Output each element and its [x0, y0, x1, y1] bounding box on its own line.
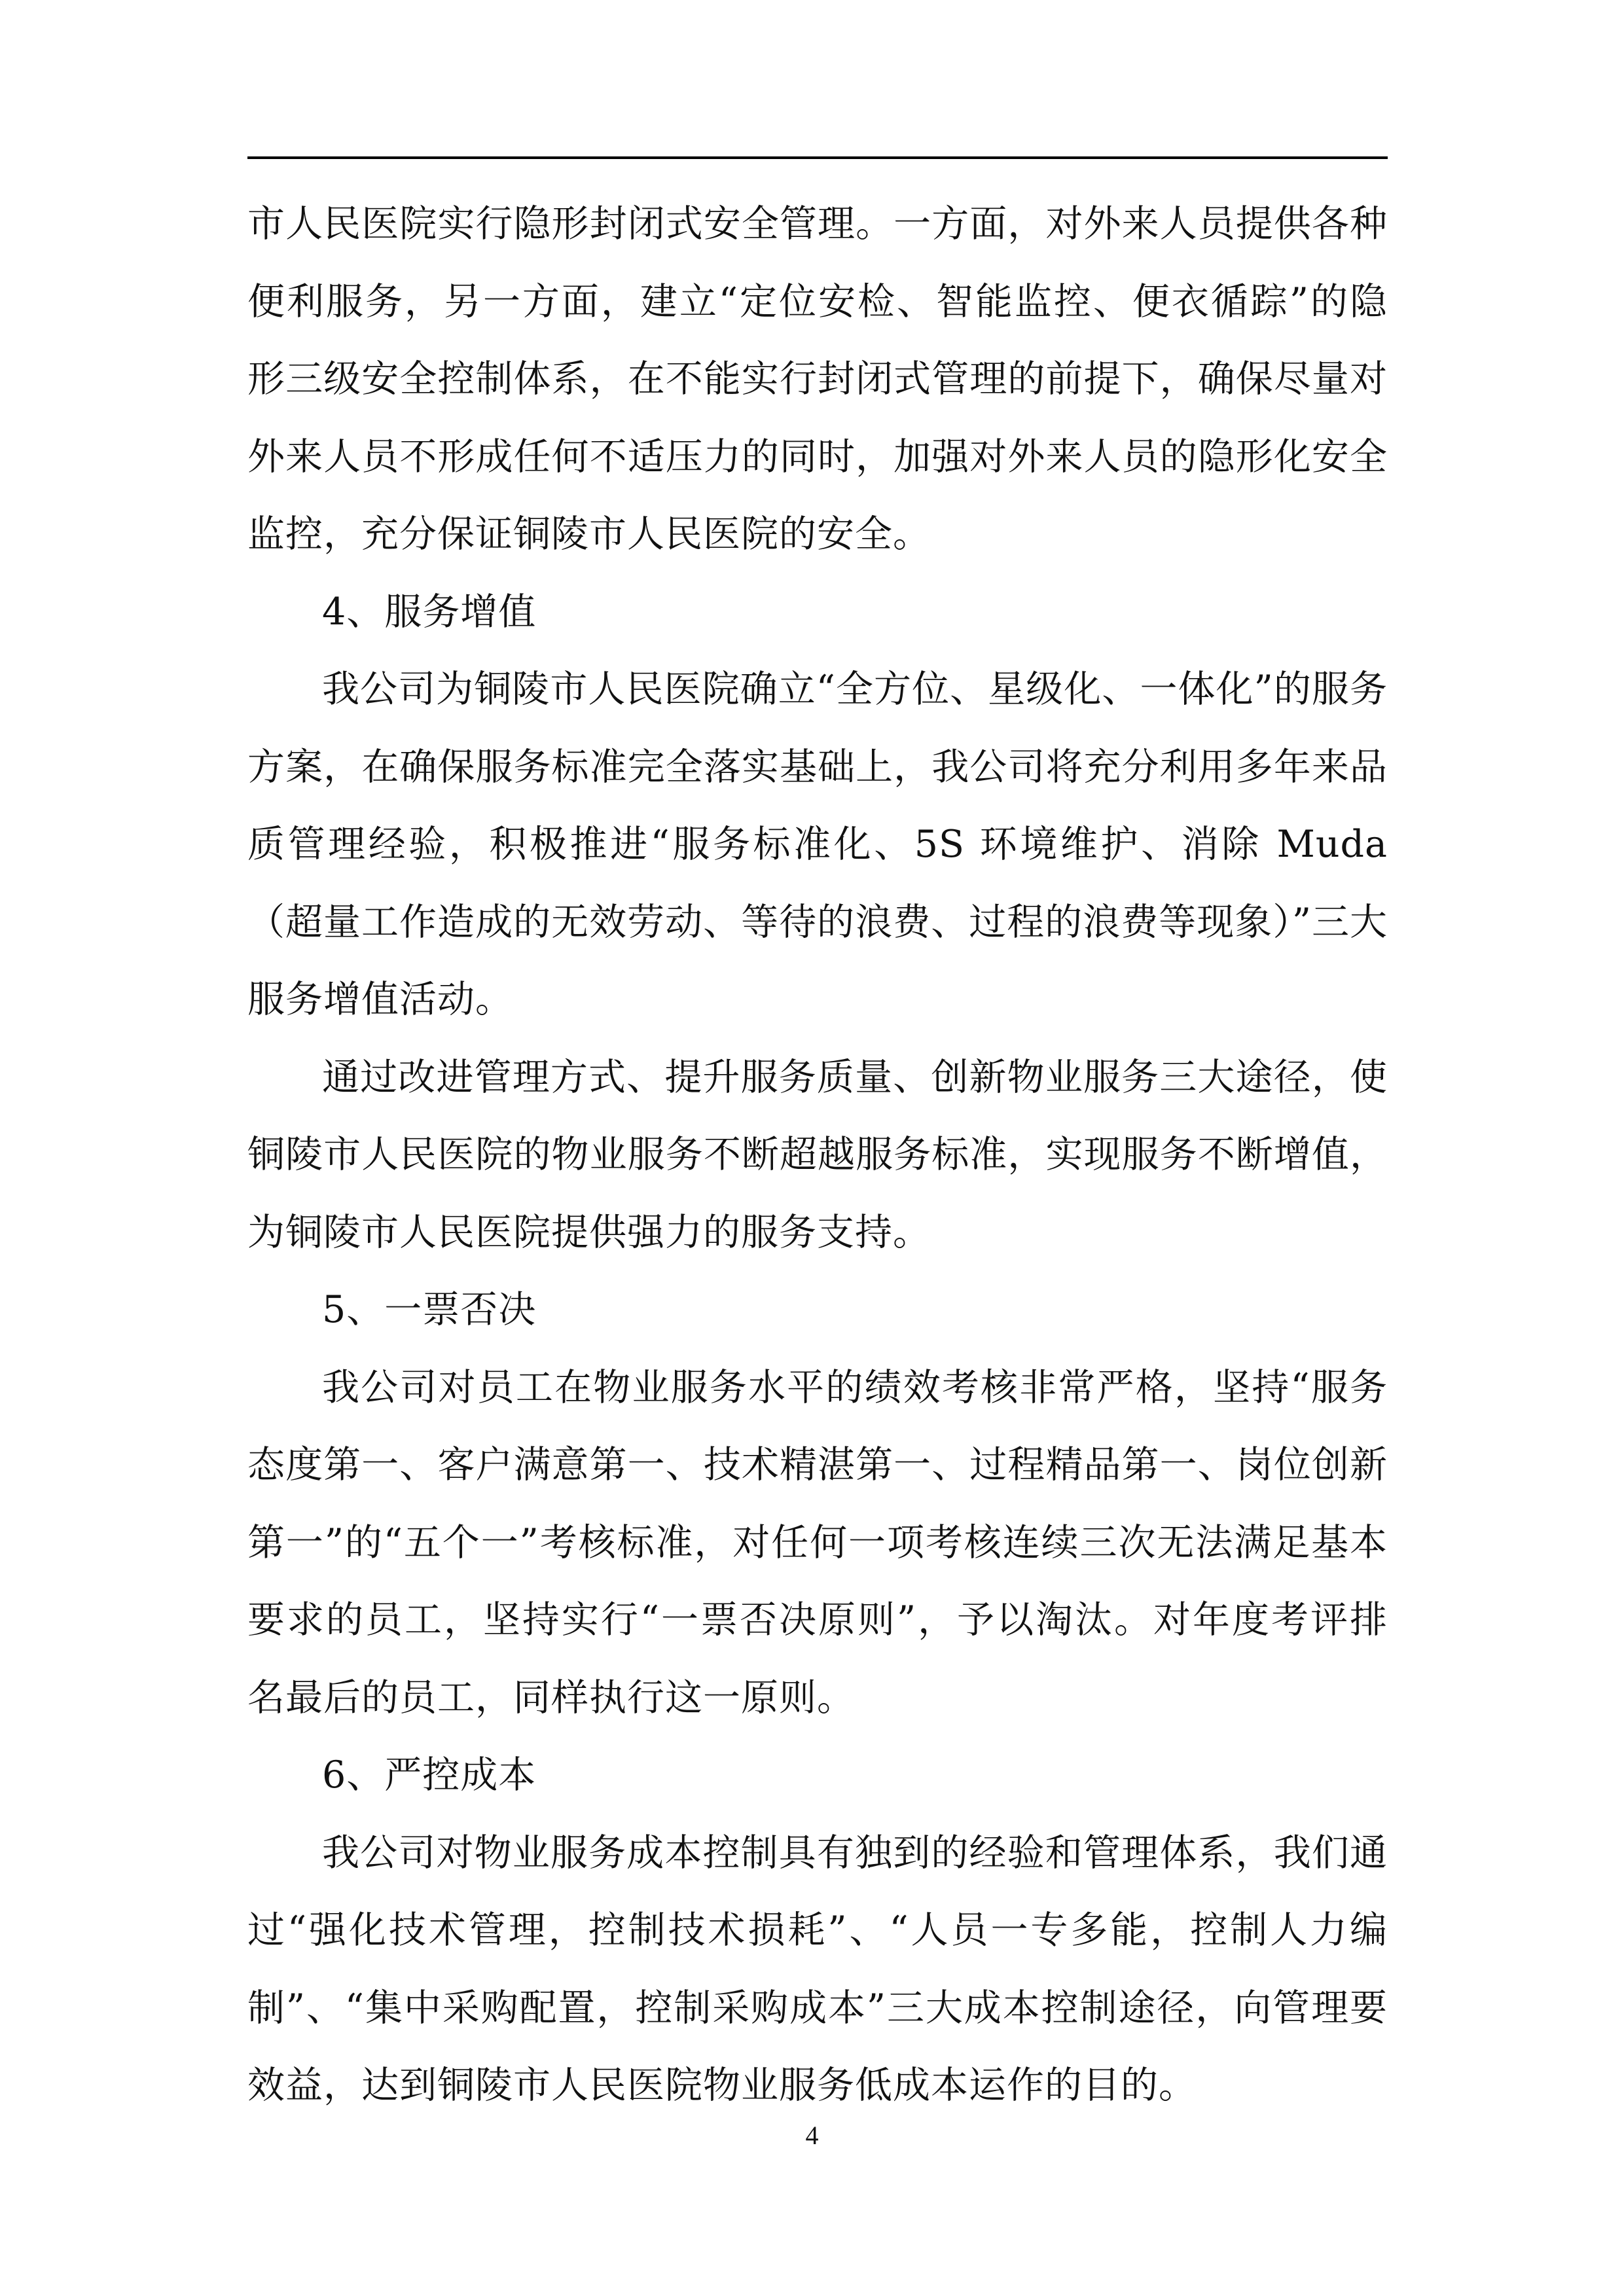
paragraph-service-plan: 我公司为铜陵市人民医院确立“全方位、星级化、一体化”的服务方案，在确保服务标准完全落实基础上，我公司将充分利用多年来品质管理经验，积极推进“服务标准化、5S 环境维护、消除 Muda（超量工作造成的无效劳动、等待的浪费、过程的浪费等现象）”三大服务增值活动。 — [247, 668, 1388, 1021]
section-heading-cost-control: 6、严控成本 — [322, 1753, 537, 1797]
paragraph-cost-control: 我公司对物业服务成本控制具有独到的经验和管理体系，我们通过“强化技术管理，控制技术损耗”、“人员一专多能，控制人力编制”、“集中采购配置，控制采购成本”三大成本控制途径，向管理要效益，达到铜陵市人民医院物业服务低成本运作的目的。 — [247, 1831, 1388, 2107]
document-body — [247, 185, 1388, 2125]
paragraph-performance-assessment: 我公司对员工在物业服务水平的绩效考核非常严格，坚持“服务态度第一、客户满意第一、技术精湛第一、过程精品第一、岗位创新第一”的“五个一”考核标准，对任何一项考核连续三次无法满足基本要求的员工，坚持实行“一票否决原则”，予以淘汰。对年度考评排名最后的员工，同样执行这一原则。 — [247, 1365, 1388, 1719]
section-heading-one-vote-veto: 5、一票否决 — [322, 1288, 537, 1331]
paragraph-service-improvement: 通过改进管理方式、提升服务质量、创新物业服务三大途径，使铜陵市人民医院的物业服务不断超越服务标准，实现服务不断增值，为铜陵市人民医院提供强力的服务支持。 — [247, 1055, 1388, 1254]
page-number: 4 — [805, 2121, 819, 2150]
header-rule — [247, 156, 1388, 159]
section-heading-service-value-added: 4、服务增值 — [322, 590, 537, 634]
paragraph-security-management: 市人民医院实行隐形封闭式安全管理。一方面，对外来人员提供各种便利服务，另一方面，建立“定位安检、智能监控、便衣循踪”的隐形三级安全控制体系，在不能实行封闭式管理的前提下，确保尽量对外来人员不形成任何不适压力的同时，加强对外来人员的隐形化安全监控，充分保证铜陵市人民医院的安全。 — [247, 202, 1388, 556]
